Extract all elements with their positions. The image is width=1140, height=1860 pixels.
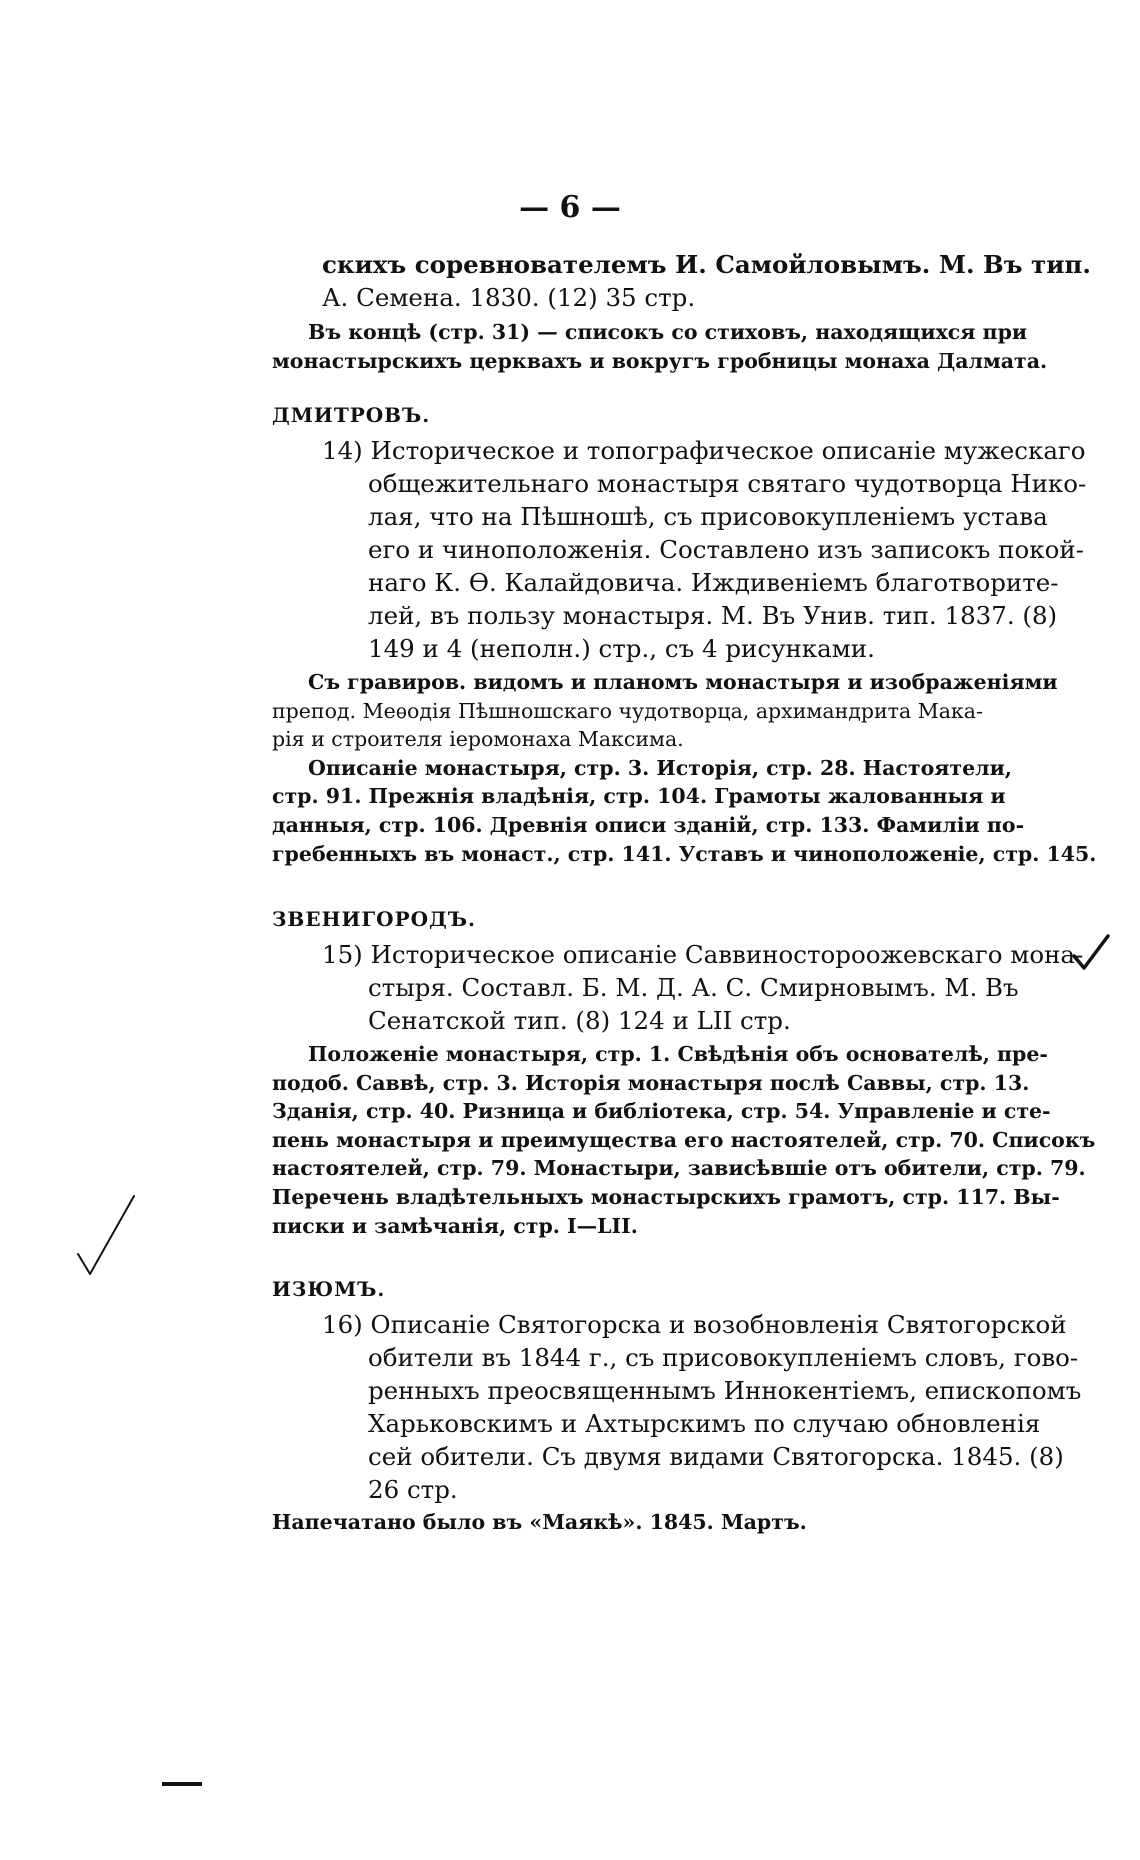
page-number: — 6 — bbox=[519, 190, 621, 225]
entry-line: наго К. Ѳ. Калайдовича. Иждивеніемъ благотворите- bbox=[368, 568, 1059, 597]
entry-line: 26 стр. bbox=[368, 1475, 458, 1504]
entry-line: обители въ 1844 г., съ присовокупленіемъ словъ, гово- bbox=[368, 1343, 1079, 1372]
stray-dash bbox=[162, 1782, 202, 1786]
entry-line: 149 и 4 (неполн.) стр., съ 4 рисунками. bbox=[368, 634, 875, 663]
section-heading: ЗВЕНИГОРОДЪ. bbox=[272, 907, 476, 931]
note-line: Напечатано было въ «Маякѣ». 1845. Мартъ. bbox=[272, 1510, 807, 1534]
section-heading: ДМИТРОВЪ. bbox=[272, 403, 431, 427]
entry-line: его и чиноположенія. Составлено изъ записокъ покой- bbox=[368, 535, 1084, 564]
note-line: монастырскихъ церквахъ и вокругъ гробницы монаха Далмата. bbox=[272, 348, 1048, 373]
note-line: настоятелей, стр. 79. Монастыри, зависѣвшіе отъ обители, стр. 79. bbox=[272, 1156, 1086, 1181]
entry-line: общежительнаго монастыря святаго чудотворца Нико- bbox=[368, 469, 1087, 498]
note-line: Положеніе монастыря, стр. 1. Свѣдѣнія объ основателѣ, пре- bbox=[308, 1042, 1048, 1066]
entry-14-notes bbox=[272, 668, 1097, 868]
section-heading: ИЗЮМЪ. bbox=[272, 1277, 386, 1301]
note-line: стр. 91. Прежнія владѣнія, стр. 104. Грамоты жалованныя и bbox=[272, 784, 1006, 809]
entry-line: ренныхъ преосвященнымъ Иннокентіемъ, епископомъ bbox=[368, 1376, 1082, 1405]
entry-line: сей обители. Съ двумя видами Святогорска. 1845. (8) bbox=[368, 1442, 1064, 1471]
intro-entry bbox=[272, 248, 1091, 314]
note-line: гребенныхъ въ монаст., стр. 141. Уставъ и чиноположеніе, стр. 145. bbox=[272, 841, 1097, 866]
note-line: данныя, стр. 106. Древнія описи зданій, стр. 133. Фамиліи по- bbox=[272, 812, 1025, 837]
handwritten-checkmark-icon bbox=[72, 1190, 142, 1280]
text-line: скихъ соревнователемъ И. Самойловымъ. М. Въ тип. bbox=[322, 250, 1091, 279]
entry-line: стыря. Составл. Б. М. Д. А. С. Смирновымъ. М. Въ bbox=[368, 973, 1019, 1002]
intro-note bbox=[272, 318, 1062, 375]
note-line: пень монастыря и преимущества его настоятелей, стр. 70. Списокъ bbox=[272, 1127, 1096, 1152]
entry-line: Харьковскимъ и Ахтырскимъ по случаю обновленія bbox=[368, 1409, 1041, 1438]
note-line: препод. Меѳодія Пѣшношскаго чудотворца, архимандрита Мака- bbox=[272, 698, 983, 723]
entry-16 bbox=[272, 1308, 1082, 1506]
entry-16-notes bbox=[272, 1508, 1062, 1537]
section-heading-izyum bbox=[272, 1274, 1062, 1304]
section-heading-zvenigorod bbox=[272, 904, 1062, 934]
entry-line: 14) Историческое и топографическое описаніе мужескаго bbox=[322, 436, 1086, 465]
note-line: подоб. Саввѣ, стр. 3. Исторія монастыря послѣ Саввы, стр. 13. bbox=[272, 1070, 1030, 1095]
note-line: Зданія, стр. 40. Ризница и библіотека, стр. 54. Управленіе и сте- bbox=[272, 1099, 1051, 1124]
entry-line: 16) Описаніе Святогорска и возобновленія Святогорской bbox=[322, 1310, 1067, 1339]
entry-14 bbox=[272, 434, 1087, 665]
entry-line: 15) Историческое описаніе Саввиностороожевскаго мона- bbox=[322, 940, 1084, 969]
entry-line: Сенатской тип. (8) 124 и LII стр. bbox=[368, 1006, 791, 1035]
text-line: А. Семена. 1830. (12) 35 стр. bbox=[322, 283, 696, 312]
note-line: Перечень владѣтельныхъ монастырскихъ грамотъ, стр. 117. Вы- bbox=[272, 1184, 1060, 1209]
entry-line: лая, что на Пѣшношѣ, съ присовокупленіемъ устава bbox=[368, 502, 1048, 531]
handwritten-checkmark-icon bbox=[1068, 930, 1114, 974]
note-line: Съ гравиров. видомъ и планомъ монастыря и изображеніями bbox=[308, 670, 1058, 694]
section-heading-dmitrov bbox=[272, 400, 1062, 430]
note-line: Описаніе монастыря, стр. 3. Исторія, стр. 28. Настоятели, bbox=[308, 755, 1012, 780]
entry-15-notes bbox=[272, 1040, 1096, 1240]
entry-line: лей, въ пользу монастыря. М. Въ Унив. тип. 1837. (8) bbox=[368, 601, 1058, 630]
note-line: Въ концѣ (стр. 31) — списокъ со стиховъ, находящихся при bbox=[308, 320, 1028, 344]
note-line: рія и строителя іеромонаха Максима. bbox=[272, 727, 684, 752]
entry-15 bbox=[272, 938, 1084, 1037]
note-line: писки и замѣчанія, стр. I—LII. bbox=[272, 1213, 638, 1238]
